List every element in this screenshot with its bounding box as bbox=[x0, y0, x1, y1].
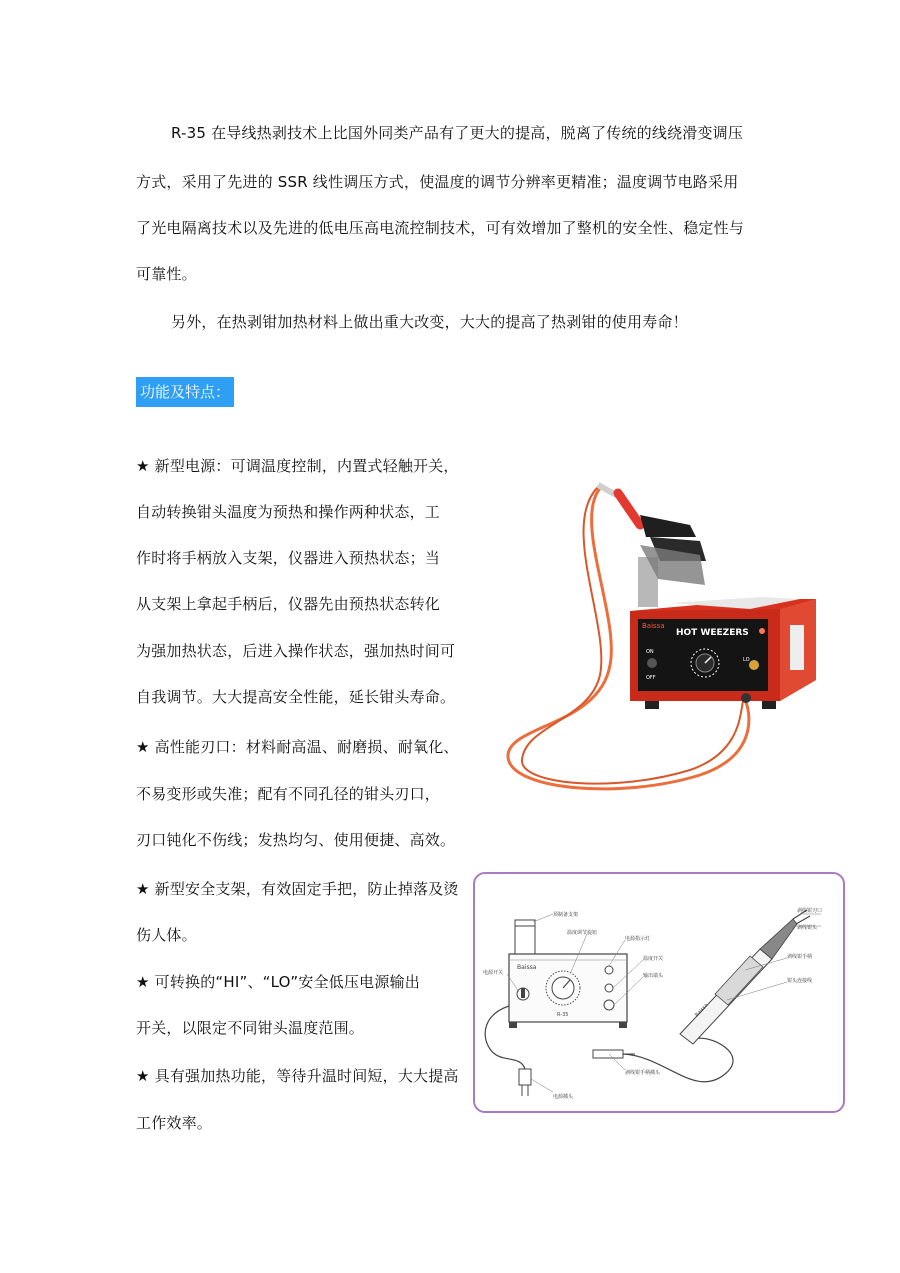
section-heading: 功能及特点： bbox=[136, 377, 234, 407]
label-temp-knob: 温度调节旋钮 bbox=[567, 930, 598, 936]
intro-line-2: 方式，采用了先进的 SSR 线性调压方式，使温度的调节分辨率更精准；温度调节电路采用 bbox=[136, 173, 739, 191]
intro-line-4: 可靠性。 bbox=[136, 265, 197, 283]
label-plug: 电源插头 bbox=[553, 1094, 574, 1100]
photo-switch-on: ON bbox=[646, 649, 654, 655]
feature-line: ★ 具有强加热功能，等待升温时间短，大大提高 bbox=[136, 1067, 459, 1085]
feature-line: 刃口钝化不伤线；发热均匀、使用便捷、高效。 bbox=[136, 831, 456, 849]
intro-line-3: 了光电隔离技术以及先进的低电压高电流控制技术，可有效增加了整机的安全性、稳定性与 bbox=[136, 219, 745, 237]
photo-switch-off: OFF bbox=[646, 675, 656, 681]
diagram-brand: Baissa bbox=[517, 964, 537, 971]
photo-product-name: HOT WEEZERS bbox=[676, 628, 749, 638]
intro-line-1: R-35 在导线热剥技术上比国外同类产品有了更大的提高，脱离了传统的线绕滑变调压 bbox=[171, 124, 744, 142]
feature-line: ★ 新型电源：可调温度控制，内置式轻触开关， bbox=[136, 457, 459, 475]
feature-line: 开关，以限定不同钳头温度范围。 bbox=[136, 1019, 365, 1037]
feature-line: 自动转换钳头温度为预热和操作两种状态，工 bbox=[136, 503, 441, 521]
photo-switch-lo: LO bbox=[743, 657, 750, 663]
label-cable: 钳头连接线 bbox=[787, 978, 813, 984]
product-photo bbox=[500, 475, 826, 805]
label-handle: 剥线钳手柄 bbox=[787, 954, 813, 960]
feature-line: ★ 高性能刃口：材料耐高温、耐磨损、耐氧化、 bbox=[136, 738, 459, 756]
label-heat-tube: 剥线钳头 bbox=[797, 925, 818, 931]
feature-line: ★ 可转换的“HI”、“LO”安全低压电源输出 bbox=[136, 973, 420, 991]
feature-line: ★ 新型安全支架，有效固定手把，防止掉落及烫 bbox=[136, 880, 459, 898]
intro-paragraph-2: 另外，在热剥钳加热材料上做出重大改变，大大的提高了热剥钳的使用寿命！ bbox=[171, 313, 688, 331]
label-stand: 预制备支架 bbox=[553, 912, 579, 918]
diagram-handle-brand: Baissa bbox=[694, 1002, 710, 1019]
feature-line: 工作效率。 bbox=[136, 1114, 213, 1132]
feature-line: 自我调节。大大提高安全性能，延长钳头寿命。 bbox=[136, 688, 456, 706]
diagram-model: R-35 bbox=[557, 1012, 569, 1018]
label-temp-switch: 温度开关 bbox=[643, 956, 664, 962]
feature-line: 从支架上拿起手柄后，仪器先由预热状态转化 bbox=[136, 595, 441, 613]
label-output: 输出端头 bbox=[643, 973, 664, 979]
label-jaw: 剥线钳刃口 bbox=[797, 908, 823, 914]
label-handle-connector: 剥线钳手柄插头 bbox=[625, 1070, 661, 1076]
feature-line: 为强加热状态，后进入操作状态，强加热时间可 bbox=[136, 642, 456, 660]
feature-line: 作时将手柄放入支架，仪器进入预热状态；当 bbox=[136, 549, 441, 567]
feature-line: 不易变形或失准；配有不同孔径的钳头刃口， bbox=[136, 785, 441, 803]
label-power-switch: 电源开关 bbox=[483, 970, 504, 976]
label-power-light: 电源指示灯 bbox=[625, 936, 651, 942]
photo-brand: Baissa bbox=[642, 622, 665, 630]
device-diagram bbox=[473, 872, 845, 1113]
feature-line: 伤人体。 bbox=[136, 926, 197, 944]
